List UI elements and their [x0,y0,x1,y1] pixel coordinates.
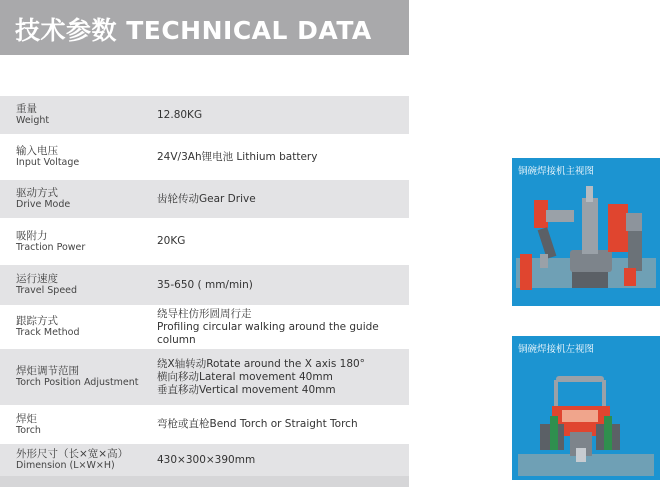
spec-row-travel-speed [0,265,409,305]
left-view-machine-illustration [512,336,660,480]
spec-value [157,218,405,265]
left-view-panel [512,336,660,480]
spec-value-line: 垂直移动Vertical movement 40mm [157,383,336,396]
spec-label-en: Dimension (L×W×H) [16,460,115,471]
spec-label-en: Input Voltage [16,157,80,168]
left-view-title: 铜碗焊接机左视图 [518,344,595,355]
spec-value [157,265,405,305]
spec-value-line: 横向移动Lateral movement 40mm [157,370,333,383]
spec-label-en: Weight [16,115,50,126]
spec-label-cn: 吸附力 [16,229,48,242]
spec-label [16,444,151,476]
spec-label-cn: 焊炬调节范围 [16,365,79,377]
spec-label-cn: 跟踪方式 [16,315,58,327]
spec-label [16,134,151,180]
spec-label-cn: 运行速度 [16,273,58,285]
spec-label-cn: 焊炬 [16,412,37,425]
spec-label-en: Torch Position Adjustment [16,377,139,388]
spec-value-line: 绕导柱仿形圆周行走 [157,307,252,320]
bottom-divider [0,476,409,487]
spec-label-en: Drive Mode [16,199,71,210]
spec-value [157,134,405,180]
spec-label [16,265,151,305]
spec-value-line: Profiling circular walking around the guide column [157,320,379,346]
header-banner [0,0,409,55]
spec-value-line: 12.80KG [157,108,203,121]
spec-value-line: 齿轮传动Gear Drive [157,192,256,205]
spec-value-line: 弯枪或直枪Bend Torch or Straight Torch [157,418,358,430]
spec-row-torch [0,405,409,444]
spec-value [157,444,405,476]
spec-label-en: Track Method [16,327,80,338]
spec-row-traction-power [0,218,409,265]
spec-label-cn: 外形尺寸（长×宽×高） [16,448,129,460]
spec-value-line: 35-650 ( mm/min) [157,278,253,291]
spec-value [157,405,405,444]
front-view-machine-illustration [512,158,660,306]
spec-label [16,218,151,265]
spec-label [16,180,151,218]
spec-value [157,96,405,134]
spec-value-line: 绕X轴转动Rotate around the X axis 180° [157,357,365,370]
spec-label-cn: 输入电压 [16,145,58,157]
front-view-title: 铜碗焊接机主视图 [518,166,595,177]
spec-label-en: Torch [16,424,41,436]
spec-label-cn: 驱动方式 [16,187,58,199]
spec-label [16,405,151,444]
spec-value [157,180,405,218]
spec-label [16,305,151,349]
spec-row-torch-adjustment [0,349,409,405]
spec-label [16,349,151,405]
spec-row-drive-mode [0,180,409,218]
spec-value [157,349,405,405]
spec-label-en: Traction Power [16,241,86,253]
page-title: 技术参数 TECHNICAL DATA [15,16,372,45]
spec-label-cn: 重量 [16,103,37,115]
spec-label [16,96,151,134]
spec-value [157,305,405,349]
spec-row-dimension [0,444,409,476]
spec-label-en: Travel Speed [16,285,78,296]
spec-row-weight [0,96,409,134]
spec-value-line: 430×300×390mm [157,453,256,466]
spec-value-line: 24V/3Ah锂电池 Lithium battery [157,150,318,163]
spec-value-line: 20KG [157,235,186,247]
spec-row-track-method [0,305,409,349]
front-view-panel [512,158,660,306]
spec-row-input-voltage [0,134,409,180]
